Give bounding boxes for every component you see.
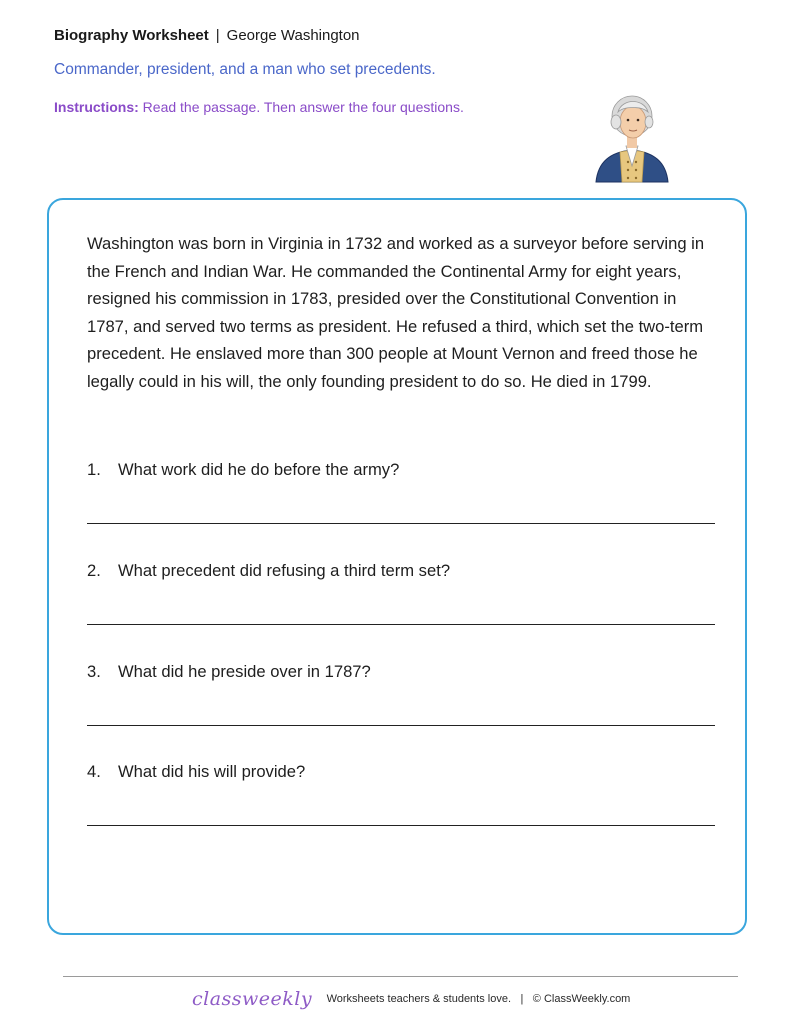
answer-line-4[interactable] (87, 825, 715, 826)
question-2-prompt: What precedent did refusing a third term set? (118, 561, 451, 580)
question-3 (87, 662, 715, 682)
question-1-number: 1. (87, 460, 101, 479)
question-1 (87, 460, 715, 480)
george-washington-portrait-icon (592, 92, 672, 184)
footer (192, 988, 630, 1016)
question-1-prompt: What work did he do before the army? (118, 460, 400, 479)
question-4 (87, 762, 715, 782)
footer-divider (63, 976, 738, 977)
question-3-number: 3. (87, 662, 101, 681)
footer-separator: | (520, 993, 524, 1005)
instructions (54, 99, 464, 115)
title-separator: | (215, 27, 220, 44)
passage-card (47, 198, 747, 935)
footer-copyright: © ClassWeekly.com (532, 993, 631, 1005)
classweekly-logo: classweekly (192, 988, 313, 1010)
answer-line-2[interactable] (87, 624, 715, 625)
worksheet-subject: George Washington (226, 27, 360, 44)
answer-line-1[interactable] (87, 523, 715, 524)
answer-line-3[interactable] (87, 725, 715, 726)
page-title (54, 27, 360, 44)
question-2 (87, 561, 715, 581)
worksheet-subtitle: Commander, president, and a man who set precedents. (54, 61, 436, 78)
question-4-prompt: What did his will provide? (118, 762, 306, 781)
instructions-label: Instructions: (54, 99, 139, 115)
question-3-prompt: What did he preside over in 1787? (118, 662, 371, 681)
biography-passage: Washington was born in Virginia in 1732 and worked as a surveyor before serving in the French and Indian War. He commanded the Continental Army for eight years, resigned his commission in 1783, presided over the Constitutional Convention in 1787, and served two terms as president. He refused a third, which set the two-term precedent. He enslaved more than 300 people at Mount Vernon and freed those he legally could in his will, the only founding president to do so. He died in 1799. (87, 234, 705, 391)
instructions-text: Read the passage. Then answer the four questions. (142, 99, 464, 115)
question-4-text (87, 762, 715, 782)
footer-tagline: Worksheets teachers & students love. (326, 993, 512, 1005)
question-1-text (87, 460, 715, 480)
question-4-number: 4. (87, 762, 101, 781)
question-2-text (87, 561, 715, 581)
question-3-text (87, 662, 715, 682)
question-2-number: 2. (87, 561, 101, 580)
worksheet-type: Biography Worksheet (54, 27, 209, 44)
